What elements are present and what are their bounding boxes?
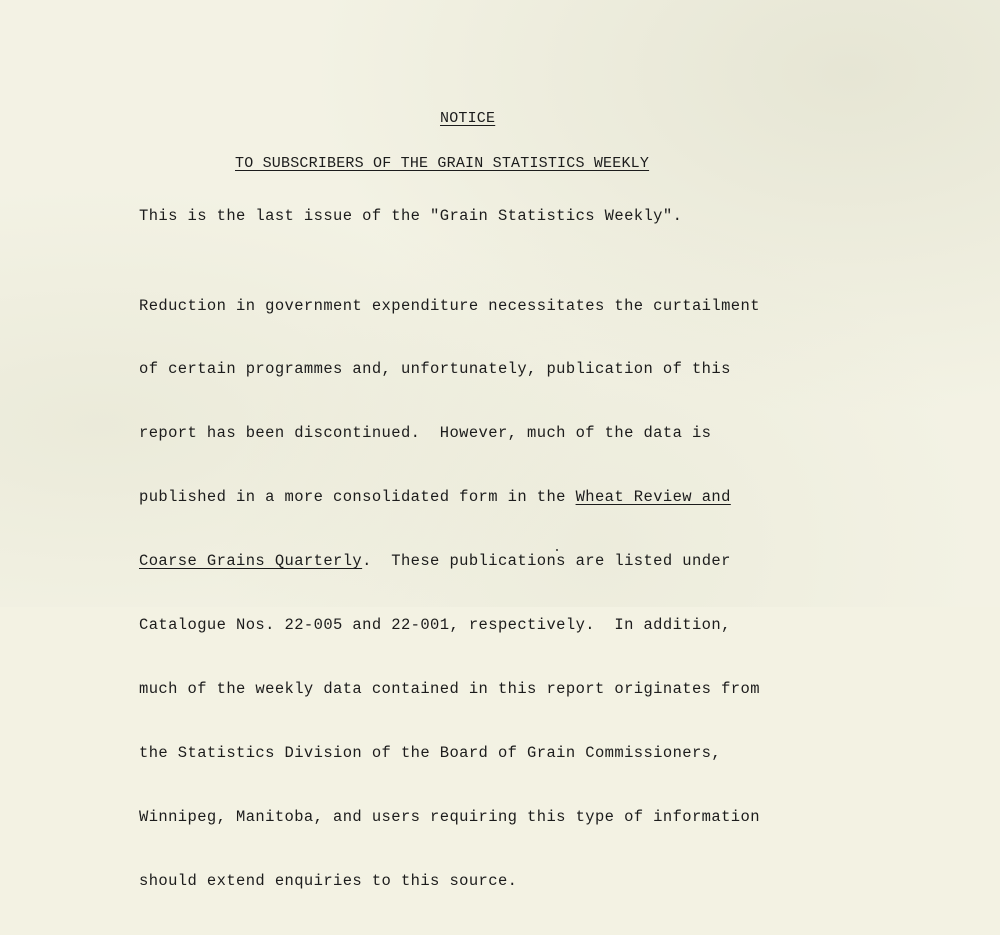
publication-title-coarse-grains: Coarse Grains Quarterly [139,552,363,571]
paper-speck [556,549,558,551]
body-text: . These publications are listed under [362,552,731,571]
body-line [139,487,760,508]
notice-title: NOTICE [440,110,496,127]
body-line: report has been discontinued. However, much of the data is [139,424,712,443]
body-text: published in a more consolidated form in the [139,488,576,507]
last-issue-statement: This is the last issue of the "Grain Statistics Weekly". [139,207,683,225]
body-line: Catalogue Nos. 22-005 and 22-001, respectively. In addition, [139,616,731,635]
body-line: the Statistics Division of the Board of Grain Commissioners, [139,743,722,762]
body-line [139,551,760,572]
body-line: much of the weekly data contained in this report originates from [139,679,760,698]
publication-title-wheat-review: Wheat Review and [575,488,731,507]
notice-subtitle: TO SUBSCRIBERS OF THE GRAIN STATISTICS WEEKLY [235,155,650,172]
body-line: Reduction in government expenditure necessitates the curtailment [139,296,760,315]
body-line: Winnipeg, Manitoba, and users requiring this type of information [139,807,760,826]
notice-body-paragraph [139,253,760,935]
body-line: should extend enquiries to this source. [139,871,518,890]
body-line: of certain programmes and, unfortunately, publication of this [139,360,731,379]
